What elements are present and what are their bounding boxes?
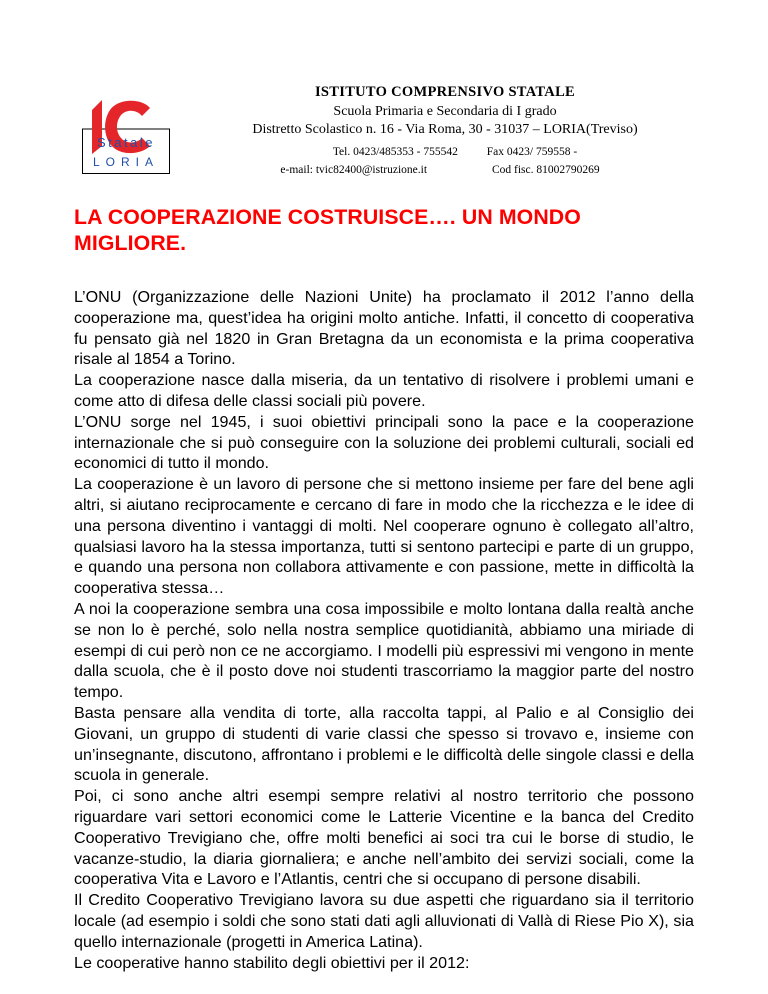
logo-graphic [82,96,170,174]
document-title: LA COOPERAZIONE COSTRUISCE…. UN MONDO MIGLIORE. [74,205,581,255]
codice-fiscale: Cod fisc. 81002790269 [491,164,600,176]
school-address: Distretto Scolastico n. 16 - Via Roma, 30 - 31037 – LORIA(Treviso) [252,122,638,137]
letterhead [0,0,768,180]
logo-line2: LORIA [92,155,160,169]
email: e-mail: tvic82400@istruzione.it [280,164,428,176]
logo-line1: Statale [97,135,155,150]
school-type: Scuola Primaria e Secondaria di I grado [333,104,557,119]
paragraph: La cooperazione è un lavoro di persone che si mettono insieme per fare del bene agli altri, si aiutano reciprocamente e cercano di fare in modo che la ricchezza e le idee di una persona diventino i vantaggi di molti. Nel cooperare ognuno è collegato all’altro, qualsiasi lavoro ha la stessa importanza, tutti si sentono partecipi e parte di un gruppo, e quando una persona non collabora attivamente e con passione, mette in difficoltà la cooperativa stessa… [74,475,694,598]
paragraph: La cooperazione nasce dalla miseria, da un tentativo di risolvere i problemi umani e come atto di difesa delle classi sociali più povere. [74,371,694,410]
telephone: Tel. 0423/485353 - 755542 [332,146,458,158]
school-name: ISTITUTO COMPRENSIVO STATALE [314,84,576,100]
school-info [210,84,680,179]
fax: Fax 0423/ 759558 - [486,146,578,158]
paragraph: A noi la cooperazione sembra una cosa impossibile e molto lontana dalla realtà anche se non lo è perché, solo nella nostra semplice quotidianità, abbiamo una miriade di esempi di cui però non ce ne accorgiamo. I modelli più espressivi mi vengono in mente dalla scuola, che è il posto dove noi studenti trascorriamo la maggior parte del nostro tempo. [74,599,694,702]
paragraph: Poi, ci sono anche altri esempi sempre relativi al nostro territorio che possono riguardare vari settori economici come le Latterie Vicentine e la banca del Credito Cooperativo Trevigiano che, offre molti benefici ai soci tra cui le borse di studio, le vacanze-studio, la diaria giornaliera; e anche nell’ambito dei servizi sociali, come la cooperativa Vita e Lavoro e l’Atlantis, centri che si occupano di persone disabili. [74,787,694,889]
paragraph: L’ONU sorge nel 1945, i suoi obiettivi principali sono la pace e la cooperazione internazionale che si può conseguire con la soluzione dei problemi culturali, sociali ed economici di tutto il mondo. [74,412,694,473]
school-logo [82,96,170,174]
paragraph: Basta pensare alla vendita di torte, alla raccolta tappi, al Palio e al Consiglio dei Giovani, un gruppo di studenti di varie classi che spesso si trovavo e, insieme con un’insegnante, discutono, affrontano i problemi e le difficoltà delle singole classi e della scuola in generale. [74,703,694,785]
contact-info [210,143,680,179]
paragraph: L’ONU (Organizzazione delle Nazioni Unite) ha proclamato il 2012 l’anno della cooperazione ma, quest’idea ha origini molto antiche. Infatti, il concetto di cooperativa fu pensato già nel 1820 in Gran Bretagna da un economista e la prima cooperativa risale al 1854 a Torino. [74,288,694,369]
document-body [74,287,694,973]
paragraph: Il Credito Cooperativo Trevigiano lavora su due aspetti che riguardano sia il territorio locale (ad esempio i soldi che sono stati dati agli alluvionati di Vallà di Riese Pio X), sia quello internazionale (progetti in America Latina). [74,891,694,951]
paragraph: Le cooperative hanno stabilito degli obiettivi per il 2012: [74,953,470,972]
